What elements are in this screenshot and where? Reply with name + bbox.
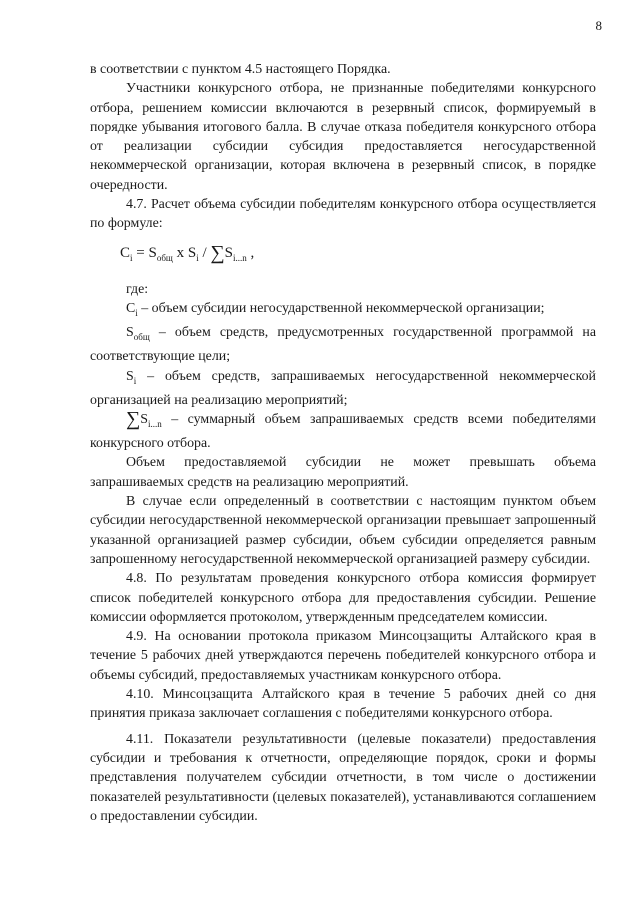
paragraph-4-7: 4.7. Расчет объема субсидии победителям конкурсного отбора осуществляется по формуле: [90,197,596,232]
subsidy-formula: $C_i = S_{общ}$ x $S_i / \sum S_{i...n}$ , [120,241,255,264]
where-label: где: [126,281,149,297]
paragraph-continuation: в соответствии с пунктом 4.5 настоящего Порядка. [90,62,391,77]
definition-s-total: $S_{общ}$ – объем средств, предусмотренных государственной программой на соответствующие цели; [90,325,596,365]
paragraph-exceeds-request: В случае если определенный в соответствии с настоящим пунктом объем субсидии негосударственной некоммерческой организации превышает запрошенный указанной организацией размер субсидии, объем субсидии определяется равным запрошенному негосударственной некоммерческой организацией размеру субсидии. [90,494,596,567]
paragraph-4-8: 4.8. По результатам проведения конкурсного отбора комиссия формирует список победителей конкурсного отбора для предоставления субсидии. Решение комиссии оформляется протоколом, утвержденным председателем комиссии. [90,571,596,625]
definition-si: $S_i$ – объем средств, запрашиваемых негосударственной некоммерческой организацией на реализацию мероприятий; [90,368,596,408]
sum-sign: ∑ [210,241,225,264]
paragraph-4-10: 4.10. Минсоцзащита Алтайского края в течение 5 рабочих дней со дня принятия приказа заключает соглашения с победителями конкурсного отбора. [90,687,596,722]
document-body [90,60,596,826]
definition-sum: $\sum S_{i...n}$ – суммарный объем запрашиваемых средств всеми победителями конкурсного отбора. [90,408,596,452]
paragraph-4-9: 4.9. На основании протокола приказом Минсоцзащиты Алтайского края в течение 5 рабочих дней утверждаются перечень победителей конкурсного отбора и объемы субсидий, предоставляемых участникам конкурсного отбора. [90,629,596,683]
page-number: 8 [595,18,602,33]
paragraph-reserve-list: Участники конкурсного отбора, не признанные победителями конкурсного отбора, решением комиссии включаются в резервный список, формируемый в порядке убывания итогового балла. В случае отказа победителя конкурсного отбора от реализации субсидии субсидия предоставляется негосударственной некоммерческой организации, которая включена в резервный список, в порядке очередности. [90,81,596,193]
definition-ci: $C_i$ – объем субсидии негосударственной некоммерческой организации; [126,301,545,319]
paragraph-4-11: 4.11. Показатели результативности (целевые показатели) предоставления субсидии и требования к отчетности, определяющие порядок, сроки и формы представления получателем субсидии отчетности, в том числе о достижении показателей результативности (целевых показателей), устанавливаются соглашением о предоставлении субсидии. [90,731,596,824]
paragraph-max-subsidy: Объем предоставляемой субсидии не может превышать объема запрашиваемых средств на реализацию мероприятий. [90,455,596,490]
